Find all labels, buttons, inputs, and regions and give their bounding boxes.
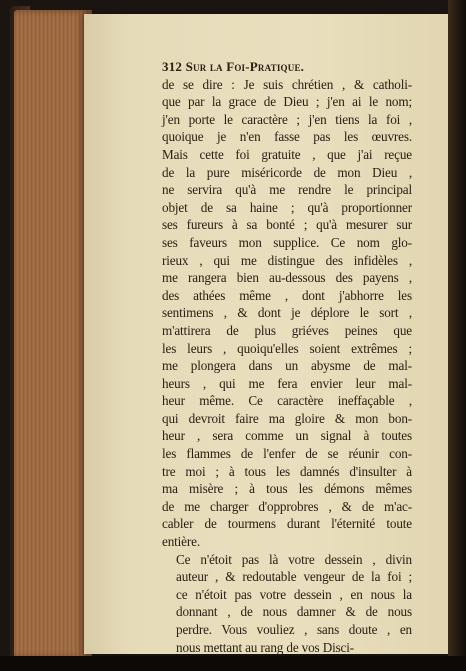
text-line: j'en porte le caractère ; j'en tiens la foi , (162, 111, 412, 127)
text-line: de se dire : Je suis chrétien , & catholi- (162, 76, 412, 92)
text-line: Mais cette foi gratuite , que j'ai reçue (162, 146, 412, 162)
bottom-shadow (0, 656, 466, 671)
text-line: nous mettant au rang de vos Disci- (176, 639, 355, 655)
running-header (162, 58, 412, 76)
text-line: les flammes de l'enfer de se réunir con- (162, 446, 412, 462)
paragraph-1 (162, 76, 412, 551)
text-line: que par la grace de Dieu ; j'en ai le nom; (162, 94, 412, 110)
text-line: entière. (162, 534, 200, 550)
page-stack-edges (14, 10, 92, 658)
text-line: les leurs , quoiqu'elles soient extrêmes ; (162, 340, 412, 356)
text-line: objet de sa haine ; qu'à proportionner (162, 199, 412, 215)
text-line: ses fureurs à sa bonté ; qu'à mesurer sur (162, 217, 412, 233)
text-line: ma misère ; à tous les démons mêmes (162, 481, 412, 497)
text-line: heur même. Ce caractère ineffaçable , (162, 393, 412, 409)
text-line: qui devroit faire ma gloire & mon bon- (162, 410, 412, 426)
text-line: des athées même , dont j'abhorre les (162, 287, 412, 303)
text-line: sentimens , & dont je déplore le sort , (162, 305, 412, 321)
text-line: ses faveurs mon supplice. Ce nom glo- (162, 234, 412, 250)
text-line: rieux , qui me distingue des infidèles , (162, 252, 412, 268)
text-line: tre moi ; à tous les damnés d'insulter à (162, 463, 412, 479)
text-line: perdre. Vous vouliez , sans doute , en (176, 622, 412, 637)
text-line: quoique je n'en fasse pas les œuvres. (162, 129, 412, 145)
running-title: Sur la Foi-Pratique. (185, 59, 305, 74)
page-number: 312 (162, 59, 183, 74)
book-gutter-shadow (448, 0, 466, 671)
text-line: me rangera bien au-dessous des payens , (162, 270, 412, 286)
text-line: donnant , de nous damner & de nous (176, 604, 412, 620)
text-line: heurs , qui me fera envier leur mal- (162, 375, 412, 391)
text-line: ce n'étoit pas votre dessein , en nous la (176, 586, 412, 602)
text-line: Ce n'étoit pas là votre dessein , divin (176, 551, 412, 567)
text-line: heur , sera comme un signal à toutes (162, 428, 412, 444)
text-line: m'attirera de plus griéves peines que (162, 322, 412, 338)
text-line: de la pure miséricorde de mon Dieu , (162, 164, 412, 180)
text-line: me plongera dans un abysme de mal- (162, 358, 412, 374)
text-line: auteur , & redoutable vengeur de la foi ; (176, 569, 412, 585)
text-line: ne servira qu'à me rendre le principal (162, 182, 412, 198)
paragraph-2 (162, 551, 412, 657)
text-line: de me charger d'opprobres , & de m'ac- (162, 498, 412, 514)
page-text (162, 58, 412, 656)
text-line: cabler de tourmens durant l'éternité toute (162, 516, 412, 532)
